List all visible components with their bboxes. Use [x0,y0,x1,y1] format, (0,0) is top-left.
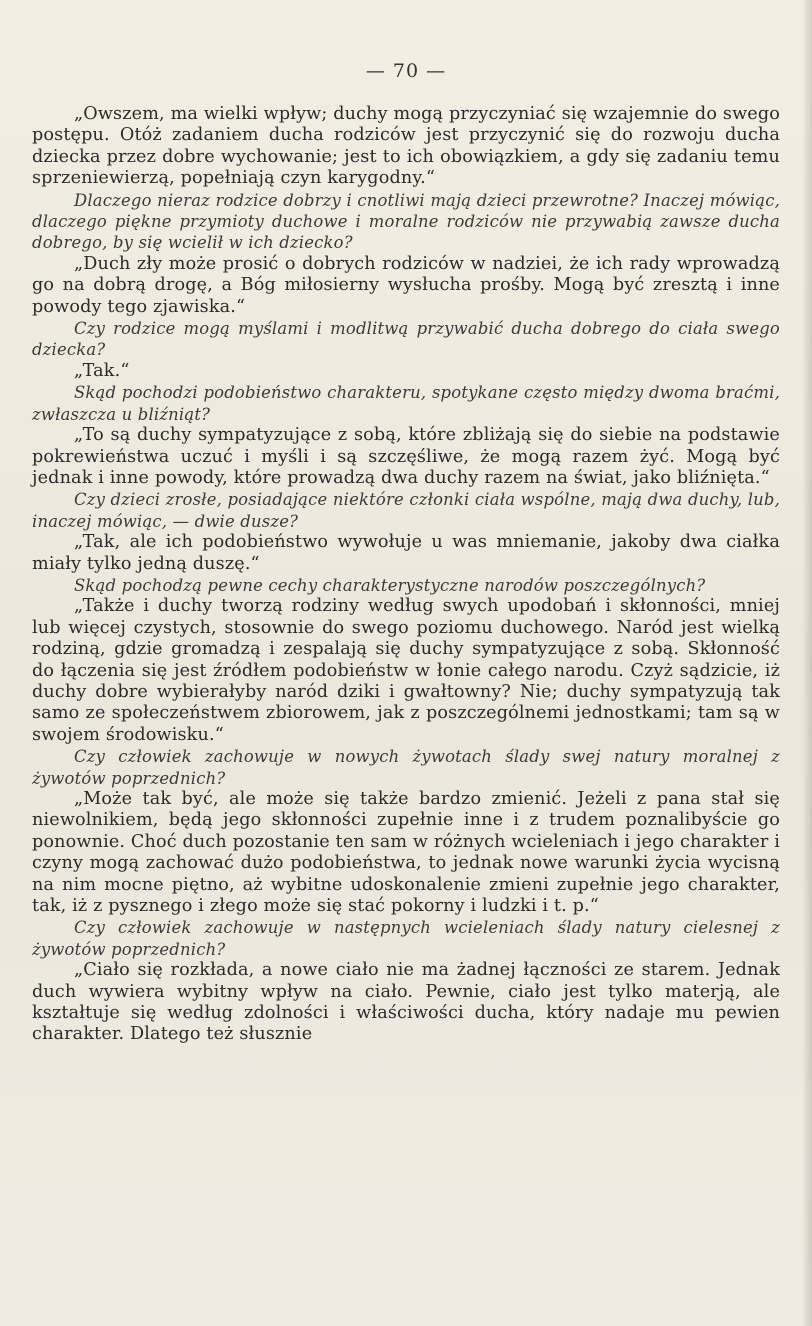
question-paragraph: Czy człowiek zachowuje w następnych wcieleniach ślady natury cielesnej z żywotów poprzednich? [32,918,780,959]
answer-paragraph: „Duch zły może prosić o dobrych rodziców w nadziei, że ich rady wprowadzą go na dobrą drogę, a Bóg miłosierny wysłucha prośby. Mogą być zresztą i inne powody tego zjawiska.“ [32,253,780,317]
answer-paragraph: „Tak, ale ich podobieństwo wywołuje u was mniemanie, jakoby dwa ciałka miały tylko jedną duszę.“ [32,532,780,574]
question-paragraph: Dlaczego nieraz rodzice dobrzy i cnotliwi mają dzieci przewrotne? Inaczej mówiąc, dlaczego piękne przymioty duchowe i moralne rodziców nie przywabią zawsze ducha dobrego, by się wcielił w ich dziecko? [32,190,780,253]
answer-paragraph: „Owszem, ma wielki wpływ; duchy mogą przyczyniać się wzajemnie do swego postępu. Otóż zadaniem ducha rodziców jest przyczynić się do rozwoju ducha dziecka przez dobre wychowanie; jest to ich obowiązkiem, a gdy się zadaniu temu sprzeniewierzą, popełniają czyn karygodny.“ [32,104,780,189]
page-edge-shadow [802,0,812,1326]
question-paragraph: Czy rodzice mogą myślami i modlitwą przywabić ducha dobrego do ciała swego dziecka? [32,319,780,360]
question-paragraph: Czy dzieci zrosłe, posiadające niektóre członki ciała wspólne, mają dwa duchy, lub, inaczej mówiąc, — dwie dusze? [32,490,780,531]
answer-paragraph: „To są duchy sympatyzujące z sobą, które zbliżają się do siebie na podstawie pokrewieństwa uczuć i myśli i są szczęśliwe, że mogą razem żyć. Mogą być jednak i inne powody, które prowadzą dwa duchy razem na świat, jako bliźnięta.“ [32,425,780,488]
answer-paragraph: „Tak.“ [74,360,130,381]
page-text [32,104,780,1046]
question-paragraph: Czy człowiek zachowuje w nowych żywotach ślady swej natury moralnej z żywotów poprzednich? [32,747,780,788]
question-paragraph: Skąd pochodzą pewne cechy charakterystyczne narodów poszczególnych? [74,575,706,595]
page-number: — 70 — [365,60,447,82]
answer-paragraph: „Może tak być, ale może się także bardzo zmienić. Jeżeli z pana stał się niewolnikiem, będą jego skłonności zupełnie inne i z trudem poznalibyście go ponownie. Choć duch pozostanie ten sam w różnych wcieleniach i jego charakter i czyny mogą zachować dużo podobieństwa, to jednak nowe warunki życia wycisną na nim mocne piętno, aż wybitne udoskonalenie zmieni zupełnie jego charakter, tak, iż z pysznego i złego może się stać pokorny i ludzki i t. p.“ [32,789,780,917]
answer-paragraph: „Ciało się rozkłada, a nowe ciało nie ma żadnej łączności ze starem. Jednak duch wywiera wybitny wpływ na ciało. Pewnie, ciało jest tylko materją, ale kształtuje się według zdolności i właściwości ducha, który nadaje mu pewien charakter. Dlatego też słusznie [32,960,780,1045]
answer-paragraph: „Także i duchy tworzą rodziny według swych upodobań i skłonności, mniej lub więcej czystych, stosownie do swego poziomu duchowego. Naród jest wielką rodziną, gdzie gromadzą i zespalają się duchy sympatyzujące z sobą. Skłonność do łączenia się jest źródłem podobieństw w łonie całego narodu. Czyż sądzicie, iż duchy dobre wybierałyby naród dziki i gwałtowny? Nie; duchy sympatyzują tak samo ze społeczeństwem zbiorowem, jak z poszczególnemi jednostkami; tam są w swojem środowisku.“ [32,596,780,745]
question-paragraph: Skąd pochodzi podobieństwo charakteru, spotykane często między dwoma braćmi, zwłaszcza u bliźniąt? [32,383,780,424]
